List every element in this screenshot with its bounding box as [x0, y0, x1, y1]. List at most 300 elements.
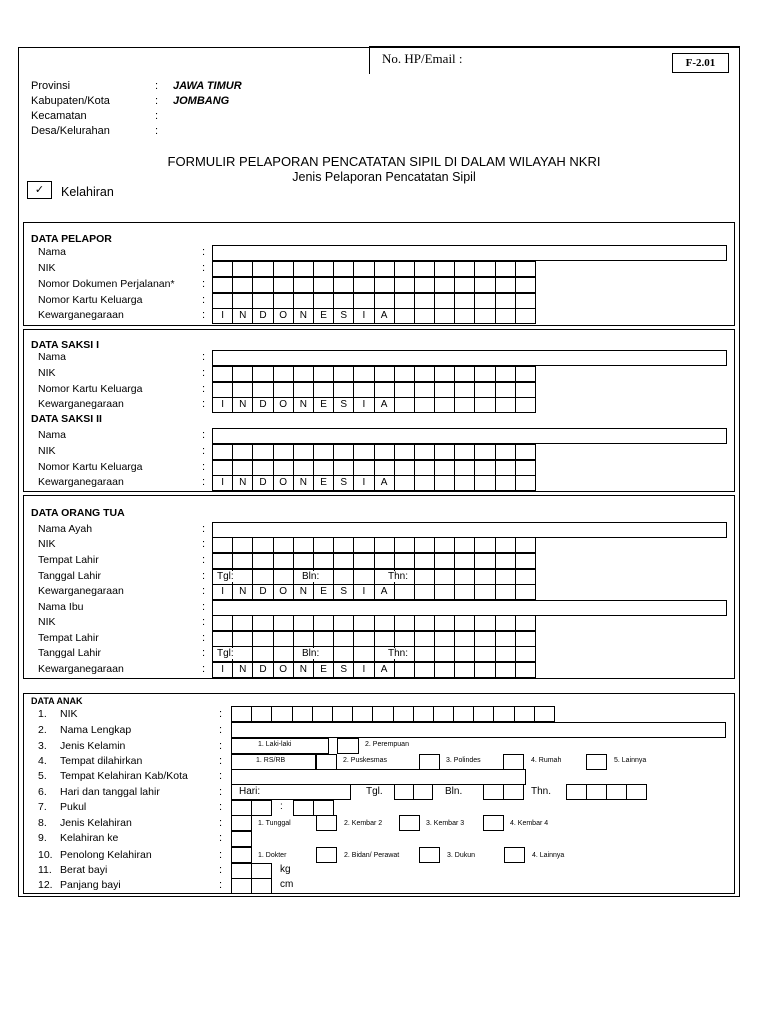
digit-cell[interactable]	[313, 537, 334, 553]
digit-cell[interactable]	[333, 537, 354, 553]
digit-cell[interactable]	[454, 475, 475, 491]
digit-cell[interactable]	[454, 646, 475, 662]
digit-cell[interactable]	[454, 293, 475, 309]
digit-cell[interactable]	[495, 261, 516, 277]
digit-cell[interactable]	[414, 475, 435, 491]
digit-cell[interactable]	[454, 615, 475, 631]
digit-cell[interactable]	[515, 460, 536, 476]
saksi2-kewarganegaraan-grid[interactable]	[212, 475, 535, 491]
kelahiran-checkbox[interactable]: ✓	[27, 181, 52, 199]
digit-cell[interactable]	[414, 382, 435, 398]
digit-cell[interactable]	[434, 631, 455, 647]
menit-box[interactable]	[313, 800, 334, 816]
digit-cell[interactable]	[313, 615, 334, 631]
digit-cell[interactable]	[293, 444, 314, 460]
bln-box[interactable]	[503, 784, 524, 800]
berat-box[interactable]	[231, 863, 252, 879]
pelapor-nik-grid[interactable]	[212, 261, 535, 277]
digit-cell[interactable]	[353, 382, 374, 398]
digit-cell[interactable]	[353, 631, 374, 647]
digit-cell[interactable]	[515, 662, 536, 678]
digit-cell[interactable]	[474, 631, 495, 647]
berat-box[interactable]	[251, 863, 272, 879]
digit-cell[interactable]	[333, 569, 354, 585]
digit-cell[interactable]	[273, 382, 294, 398]
thn-box[interactable]	[626, 784, 647, 800]
ibu-tanggal-lahir-grid[interactable]	[212, 646, 535, 662]
saksi2-nama-input[interactable]	[212, 428, 727, 444]
helper-box[interactable]	[231, 847, 252, 863]
digit-cell[interactable]	[394, 277, 415, 293]
digit-cell[interactable]	[414, 631, 435, 647]
digit-cell[interactable]	[252, 277, 273, 293]
digit-cell[interactable]	[434, 553, 455, 569]
digit-cell[interactable]	[515, 584, 536, 600]
digit-cell[interactable]	[413, 706, 434, 722]
digit-cell[interactable]	[293, 631, 314, 647]
digit-cell[interactable]	[232, 537, 253, 553]
ibu-kewarganegaraan-grid[interactable]	[212, 662, 535, 678]
digit-cell[interactable]	[374, 366, 395, 382]
saksi1-kewarganegaraan-grid[interactable]	[212, 397, 535, 413]
jam-box[interactable]	[231, 800, 252, 816]
digit-cell[interactable]	[372, 706, 393, 722]
digit-cell[interactable]	[251, 706, 272, 722]
digit-cell[interactable]	[312, 706, 333, 722]
digit-cell[interactable]	[374, 537, 395, 553]
digit-cell[interactable]	[414, 569, 435, 585]
digit-cell[interactable]	[353, 366, 374, 382]
digit-cell[interactable]	[333, 277, 354, 293]
digit-cell[interactable]	[474, 584, 495, 600]
birth-type-box[interactable]	[316, 815, 337, 831]
digit-cell[interactable]	[273, 631, 294, 647]
digit-cell[interactable]	[454, 261, 475, 277]
saksi1-nik-grid[interactable]	[212, 366, 535, 382]
digit-cell[interactable]	[515, 537, 536, 553]
digit-cell[interactable]	[313, 444, 334, 460]
digit-cell[interactable]	[394, 584, 415, 600]
panjang-box[interactable]	[251, 878, 272, 894]
digit-cell[interactable]	[394, 382, 415, 398]
digit-cell[interactable]	[252, 460, 273, 476]
digit-cell[interactable]	[353, 646, 374, 662]
digit-cell[interactable]	[495, 615, 516, 631]
digit-cell[interactable]	[495, 293, 516, 309]
digit-cell[interactable]	[252, 382, 273, 398]
kab-kota-input[interactable]	[231, 769, 526, 785]
digit-cell[interactable]	[252, 366, 273, 382]
digit-cell[interactable]	[515, 277, 536, 293]
digit-cell[interactable]	[374, 277, 395, 293]
digit-cell[interactable]	[414, 460, 435, 476]
digit-cell[interactable]	[434, 382, 455, 398]
digit-cell[interactable]	[333, 646, 354, 662]
digit-cell[interactable]	[353, 444, 374, 460]
digit-cell[interactable]	[454, 397, 475, 413]
digit-cell[interactable]	[313, 460, 334, 476]
digit-cell[interactable]	[374, 615, 395, 631]
digit-cell[interactable]	[353, 537, 374, 553]
digit-cell[interactable]	[232, 646, 253, 662]
digit-cell[interactable]	[333, 615, 354, 631]
ibu-nama-input[interactable]	[212, 600, 727, 616]
digit-cell[interactable]	[515, 475, 536, 491]
digit-cell[interactable]	[293, 553, 314, 569]
digit-cell[interactable]	[474, 444, 495, 460]
digit-cell[interactable]	[293, 615, 314, 631]
digit-cell[interactable]	[252, 293, 273, 309]
digit-cell[interactable]	[495, 537, 516, 553]
digit-cell[interactable]	[313, 382, 334, 398]
digit-cell[interactable]	[232, 277, 253, 293]
digit-cell[interactable]	[293, 366, 314, 382]
jam-box[interactable]	[251, 800, 272, 816]
digit-cell[interactable]	[454, 460, 475, 476]
digit-cell[interactable]	[313, 366, 334, 382]
digit-cell[interactable]	[495, 460, 516, 476]
digit-cell[interactable]	[495, 277, 516, 293]
digit-cell[interactable]	[434, 460, 455, 476]
digit-cell[interactable]	[454, 382, 475, 398]
digit-cell[interactable]	[374, 460, 395, 476]
digit-cell[interactable]	[252, 646, 273, 662]
saksi2-kk-grid[interactable]	[212, 460, 535, 476]
anak-nik-grid[interactable]	[231, 706, 554, 722]
saksi1-nama-input[interactable]	[212, 350, 727, 366]
digit-cell[interactable]	[393, 706, 414, 722]
digit-cell[interactable]	[414, 646, 435, 662]
digit-cell[interactable]	[434, 584, 455, 600]
digit-cell[interactable]	[394, 308, 415, 324]
digit-cell[interactable]	[333, 631, 354, 647]
digit-cell[interactable]	[293, 277, 314, 293]
saksi1-kk-grid[interactable]	[212, 382, 535, 398]
digit-cell[interactable]	[212, 277, 233, 293]
digit-cell[interactable]	[515, 646, 536, 662]
place-option-box[interactable]	[503, 754, 524, 770]
pelapor-kk-grid[interactable]	[212, 293, 535, 309]
digit-cell[interactable]	[353, 261, 374, 277]
tgl-box[interactable]	[413, 784, 433, 800]
digit-cell[interactable]	[333, 366, 354, 382]
ayah-tanggal-lahir-grid[interactable]	[212, 569, 535, 585]
digit-cell[interactable]	[474, 537, 495, 553]
helper-box[interactable]	[419, 847, 440, 863]
digit-cell[interactable]	[252, 444, 273, 460]
digit-cell[interactable]	[474, 646, 495, 662]
birth-type-box[interactable]	[483, 815, 504, 831]
digit-cell[interactable]	[273, 615, 294, 631]
place-option-box[interactable]	[419, 754, 440, 770]
digit-cell[interactable]	[374, 293, 395, 309]
digit-cell[interactable]	[414, 261, 435, 277]
digit-cell[interactable]	[252, 537, 273, 553]
ayah-nama-input[interactable]	[212, 522, 727, 538]
ayah-tempat-lahir-grid[interactable]	[212, 553, 535, 569]
digit-cell[interactable]	[353, 277, 374, 293]
tgl-box[interactable]	[394, 784, 414, 800]
digit-cell[interactable]	[293, 537, 314, 553]
digit-cell[interactable]	[454, 662, 475, 678]
digit-cell[interactable]	[434, 444, 455, 460]
digit-cell[interactable]	[394, 537, 415, 553]
birth-type-box[interactable]	[399, 815, 420, 831]
digit-cell[interactable]	[212, 537, 233, 553]
digit-cell[interactable]	[232, 631, 253, 647]
digit-cell[interactable]	[454, 366, 475, 382]
digit-cell[interactable]	[273, 366, 294, 382]
digit-cell[interactable]	[313, 553, 334, 569]
digit-cell[interactable]	[414, 444, 435, 460]
digit-cell[interactable]	[434, 662, 455, 678]
digit-cell[interactable]	[394, 293, 415, 309]
digit-cell[interactable]	[515, 397, 536, 413]
digit-cell[interactable]	[454, 308, 475, 324]
digit-cell[interactable]	[333, 261, 354, 277]
digit-cell[interactable]	[232, 460, 253, 476]
digit-cell[interactable]	[453, 706, 474, 722]
digit-cell[interactable]	[474, 382, 495, 398]
digit-cell[interactable]	[434, 537, 455, 553]
digit-cell[interactable]	[474, 308, 495, 324]
digit-cell[interactable]	[394, 261, 415, 277]
digit-cell[interactable]	[252, 261, 273, 277]
digit-cell[interactable]	[474, 553, 495, 569]
digit-cell[interactable]	[212, 366, 233, 382]
helper-box[interactable]	[316, 847, 337, 863]
digit-cell[interactable]	[414, 553, 435, 569]
digit-cell[interactable]	[313, 293, 334, 309]
digit-cell[interactable]	[474, 261, 495, 277]
digit-cell[interactable]	[293, 261, 314, 277]
digit-cell[interactable]	[212, 261, 233, 277]
digit-cell[interactable]	[474, 293, 495, 309]
digit-cell[interactable]	[454, 444, 475, 460]
digit-cell[interactable]	[473, 706, 494, 722]
thn-box[interactable]	[586, 784, 607, 800]
digit-cell[interactable]	[273, 444, 294, 460]
digit-cell[interactable]	[434, 277, 455, 293]
digit-cell[interactable]	[495, 584, 516, 600]
ibu-nik-grid[interactable]	[212, 615, 535, 631]
digit-cell[interactable]	[434, 397, 455, 413]
digit-cell[interactable]	[232, 553, 253, 569]
digit-cell[interactable]	[433, 706, 454, 722]
digit-cell[interactable]	[474, 397, 495, 413]
digit-cell[interactable]	[293, 382, 314, 398]
digit-cell[interactable]	[414, 277, 435, 293]
digit-cell[interactable]	[474, 460, 495, 476]
digit-cell[interactable]	[414, 537, 435, 553]
digit-cell[interactable]	[414, 308, 435, 324]
digit-cell[interactable]	[273, 569, 294, 585]
digit-cell[interactable]	[232, 261, 253, 277]
menit-box[interactable]	[293, 800, 314, 816]
digit-cell[interactable]	[212, 382, 233, 398]
digit-cell[interactable]	[414, 293, 435, 309]
helper-box[interactable]	[504, 847, 525, 863]
digit-cell[interactable]	[515, 293, 536, 309]
digit-cell[interactable]	[212, 553, 233, 569]
digit-cell[interactable]	[515, 261, 536, 277]
place-option-box[interactable]	[586, 754, 607, 770]
digit-cell[interactable]	[414, 397, 435, 413]
place-option-box[interactable]	[316, 754, 337, 770]
anak-nama-input[interactable]	[231, 722, 726, 738]
digit-cell[interactable]	[394, 615, 415, 631]
digit-cell[interactable]	[353, 615, 374, 631]
digit-cell[interactable]	[252, 615, 273, 631]
pelapor-dokumen-grid[interactable]	[212, 277, 535, 293]
digit-cell[interactable]	[353, 460, 374, 476]
digit-cell[interactable]	[333, 382, 354, 398]
digit-cell[interactable]	[474, 569, 495, 585]
digit-cell[interactable]	[515, 382, 536, 398]
digit-cell[interactable]	[434, 475, 455, 491]
digit-cell[interactable]	[232, 615, 253, 631]
digit-cell[interactable]	[495, 475, 516, 491]
digit-cell[interactable]	[271, 706, 292, 722]
digit-cell[interactable]	[495, 366, 516, 382]
digit-cell[interactable]	[534, 706, 555, 722]
digit-cell[interactable]	[232, 444, 253, 460]
digit-cell[interactable]	[434, 646, 455, 662]
digit-cell[interactable]	[273, 460, 294, 476]
panjang-box[interactable]	[231, 878, 252, 894]
digit-cell[interactable]	[474, 662, 495, 678]
birth-type-box[interactable]	[231, 815, 252, 831]
digit-cell[interactable]	[495, 631, 516, 647]
digit-cell[interactable]	[273, 293, 294, 309]
digit-cell[interactable]	[394, 397, 415, 413]
digit-cell[interactable]	[374, 553, 395, 569]
thn-box[interactable]	[566, 784, 587, 800]
digit-cell[interactable]	[454, 569, 475, 585]
digit-cell[interactable]	[434, 308, 455, 324]
digit-cell[interactable]	[495, 397, 516, 413]
digit-cell[interactable]	[232, 382, 253, 398]
digit-cell[interactable]	[394, 475, 415, 491]
digit-cell[interactable]	[374, 631, 395, 647]
digit-cell[interactable]	[414, 615, 435, 631]
digit-cell[interactable]	[333, 293, 354, 309]
digit-cell[interactable]	[414, 366, 435, 382]
digit-cell[interactable]	[394, 366, 415, 382]
digit-cell[interactable]	[454, 277, 475, 293]
digit-cell[interactable]	[231, 706, 252, 722]
digit-cell[interactable]	[414, 584, 435, 600]
digit-cell[interactable]	[374, 261, 395, 277]
digit-cell[interactable]	[212, 460, 233, 476]
digit-cell[interactable]	[394, 444, 415, 460]
digit-cell[interactable]	[474, 615, 495, 631]
digit-cell[interactable]	[515, 553, 536, 569]
digit-cell[interactable]	[212, 444, 233, 460]
digit-cell[interactable]	[273, 553, 294, 569]
digit-cell[interactable]	[474, 366, 495, 382]
digit-cell[interactable]	[434, 261, 455, 277]
digit-cell[interactable]	[474, 475, 495, 491]
digit-cell[interactable]	[313, 631, 334, 647]
digit-cell[interactable]	[515, 366, 536, 382]
digit-cell[interactable]	[232, 293, 253, 309]
digit-cell[interactable]	[414, 662, 435, 678]
digit-cell[interactable]	[495, 553, 516, 569]
digit-cell[interactable]	[394, 631, 415, 647]
digit-cell[interactable]	[434, 615, 455, 631]
digit-cell[interactable]	[454, 631, 475, 647]
digit-cell[interactable]	[332, 706, 353, 722]
digit-cell[interactable]	[252, 553, 273, 569]
digit-cell[interactable]	[495, 308, 516, 324]
digit-cell[interactable]	[434, 569, 455, 585]
digit-cell[interactable]	[333, 444, 354, 460]
pelapor-nama-input[interactable]	[212, 245, 727, 261]
digit-cell[interactable]	[515, 444, 536, 460]
digit-cell[interactable]	[232, 366, 253, 382]
digit-cell[interactable]	[515, 569, 536, 585]
digit-cell[interactable]	[514, 706, 535, 722]
digit-cell[interactable]	[434, 293, 455, 309]
digit-cell[interactable]	[454, 584, 475, 600]
digit-cell[interactable]	[394, 553, 415, 569]
gender-option-box[interactable]	[337, 738, 359, 754]
digit-cell[interactable]	[374, 444, 395, 460]
digit-cell[interactable]	[313, 277, 334, 293]
digit-cell[interactable]	[293, 460, 314, 476]
digit-cell[interactable]	[474, 277, 495, 293]
saksi2-nik-grid[interactable]	[212, 444, 535, 460]
ayah-kewarganegaraan-grid[interactable]	[212, 584, 535, 600]
digit-cell[interactable]	[273, 646, 294, 662]
digit-cell[interactable]	[232, 569, 253, 585]
digit-cell[interactable]	[394, 460, 415, 476]
kelahiran-ke-box[interactable]	[231, 831, 252, 847]
digit-cell[interactable]	[515, 615, 536, 631]
digit-cell[interactable]	[394, 662, 415, 678]
digit-cell[interactable]	[252, 569, 273, 585]
digit-cell[interactable]	[495, 444, 516, 460]
digit-cell[interactable]	[434, 366, 455, 382]
bln-box[interactable]	[483, 784, 504, 800]
digit-cell[interactable]	[353, 293, 374, 309]
digit-cell[interactable]	[273, 261, 294, 277]
digit-cell[interactable]	[293, 293, 314, 309]
digit-cell[interactable]	[495, 646, 516, 662]
digit-cell[interactable]	[273, 277, 294, 293]
digit-cell[interactable]	[493, 706, 514, 722]
digit-cell[interactable]	[352, 706, 373, 722]
digit-cell[interactable]	[454, 553, 475, 569]
digit-cell[interactable]	[495, 569, 516, 585]
ayah-nik-grid[interactable]	[212, 537, 535, 553]
ibu-tempat-lahir-grid[interactable]	[212, 631, 535, 647]
digit-cell[interactable]	[454, 537, 475, 553]
digit-cell[interactable]	[292, 706, 313, 722]
digit-cell[interactable]	[353, 569, 374, 585]
digit-cell[interactable]	[212, 293, 233, 309]
thn-box[interactable]	[606, 784, 627, 800]
digit-cell[interactable]	[273, 537, 294, 553]
digit-cell[interactable]	[252, 631, 273, 647]
digit-cell[interactable]	[495, 382, 516, 398]
digit-cell[interactable]	[333, 553, 354, 569]
digit-cell[interactable]	[212, 631, 233, 647]
digit-cell[interactable]	[353, 553, 374, 569]
pelapor-kewarganegaraan-grid[interactable]	[212, 308, 535, 324]
digit-cell[interactable]	[515, 631, 536, 647]
